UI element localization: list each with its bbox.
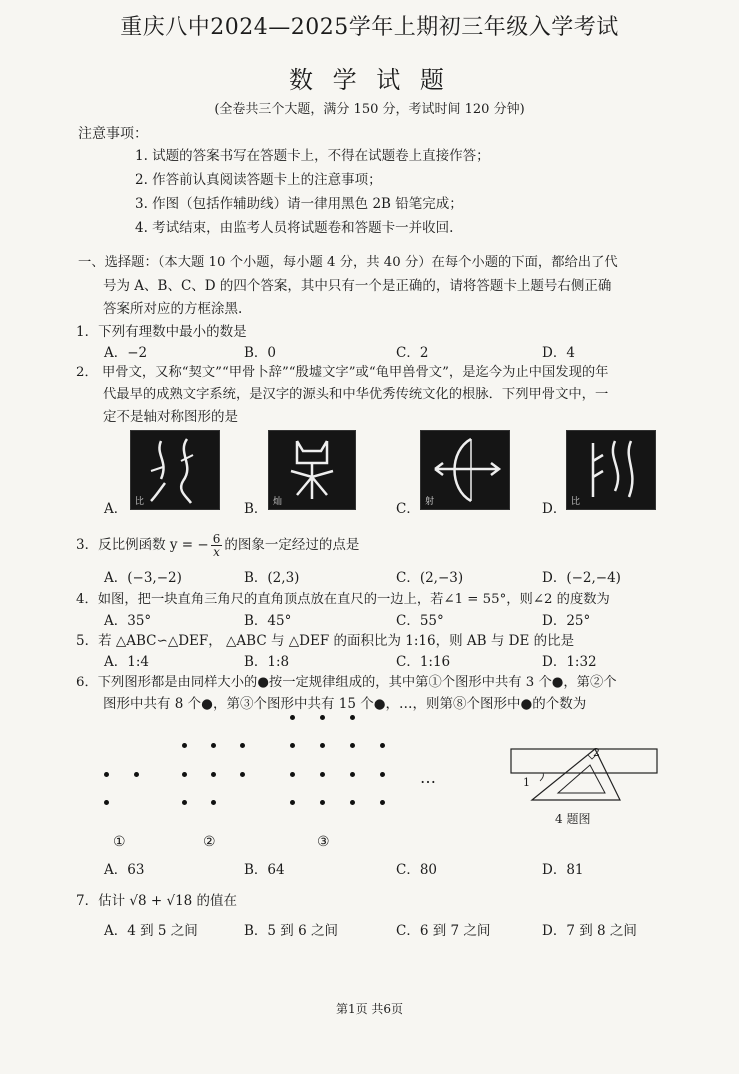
q7-option-c: C．6 到 7 之间 bbox=[396, 923, 491, 939]
question-6-line: 6．下列图形都是由同样大小的●按一定规律组成的，其中第①个图形中共有 3 个●，第②个 bbox=[76, 675, 617, 690]
dot bbox=[380, 772, 385, 777]
q6-option-a: A．63 bbox=[104, 862, 145, 878]
q5-option-b: B．1:8 bbox=[244, 654, 290, 670]
dot bbox=[350, 800, 355, 805]
notice-item: 2. 作答前认真阅读答题卡上的注意事项； bbox=[135, 172, 382, 188]
section-heading-line: 一、选择题：（本大题 10 个小题，每小题 4 分，共 40 分）在每个小题的下面，都给出了代 bbox=[78, 255, 618, 270]
oracle-glyph-b-image bbox=[268, 430, 356, 510]
question-7-stem: 7．估计 √8 + √18 的值在 bbox=[76, 893, 238, 909]
oracle-glyph-c-icon bbox=[421, 431, 509, 509]
q7-option-a: A．4 到 5 之间 bbox=[104, 923, 198, 939]
q1-option-c: C．2 bbox=[396, 345, 429, 361]
notice-heading: 注意事项： bbox=[78, 126, 148, 142]
glyph-caption: 比 bbox=[571, 497, 581, 507]
q6-option-c: C．80 bbox=[396, 862, 438, 878]
dot bbox=[320, 715, 325, 720]
glyph-caption: 比 bbox=[135, 497, 145, 507]
dot bbox=[182, 800, 187, 805]
q6-ellipsis: … bbox=[420, 768, 436, 787]
oracle-glyph-d-icon bbox=[567, 431, 655, 509]
dot bbox=[350, 715, 355, 720]
section-heading-line: 答案所对应的方框涂黑. bbox=[103, 301, 243, 317]
q3-option-d: D．(−2,−4) bbox=[542, 570, 621, 586]
q2-option-a: A． bbox=[104, 501, 128, 517]
q6-option-b: B．64 bbox=[244, 862, 285, 878]
oracle-glyph-d-image bbox=[566, 430, 656, 510]
section-heading-line: 号为 A、B、C、D 的四个答案，其中只有一个是正确的，请将答题卡上题号右侧正确 bbox=[103, 278, 612, 294]
q6-figure-label: ③ bbox=[317, 834, 330, 850]
q1-option-b: B．0 bbox=[244, 345, 277, 361]
q4-angle-2-label: 2 bbox=[593, 746, 600, 759]
q1-option-a: A．−2 bbox=[104, 345, 148, 361]
oracle-glyph-a-image bbox=[130, 430, 220, 510]
q4-option-d: D．25° bbox=[542, 613, 591, 629]
notice-item: 3. 作图（包括作辅助线）请一律用黑色 2B 铅笔完成； bbox=[135, 196, 463, 212]
oracle-glyph-c-image bbox=[420, 430, 510, 510]
q3-option-b: B．(2,3) bbox=[244, 570, 300, 586]
q6-figure-label: ① bbox=[113, 834, 126, 850]
dot bbox=[182, 743, 187, 748]
exam-info: (全卷共三个大题，满分 150 分，考试时间 120 分钟) bbox=[214, 102, 525, 117]
exam-title: 重庆八中2024—2025学年上期初三年级入学考试 bbox=[120, 15, 619, 40]
q3-numerator: 6 bbox=[212, 532, 221, 546]
q1-option-d: D．4 bbox=[542, 345, 575, 361]
q3-denominator: x bbox=[213, 545, 220, 559]
q2-option-d: D． bbox=[542, 501, 567, 517]
q2-option-b: B． bbox=[244, 501, 268, 517]
dot bbox=[350, 743, 355, 748]
q7-option-b: B．5 到 6 之间 bbox=[244, 923, 338, 939]
dot bbox=[320, 743, 325, 748]
q3-stem-before: 3．反比例函数 y = − bbox=[76, 537, 209, 553]
question-1-stem: 1．下列有理数中最小的数是 bbox=[76, 324, 247, 340]
q5-option-c: C．1:16 bbox=[396, 654, 451, 670]
dot bbox=[380, 743, 385, 748]
dot bbox=[211, 772, 216, 777]
dot bbox=[211, 800, 216, 805]
q6-option-d: D．81 bbox=[542, 862, 584, 878]
notice-item: 1. 试题的答案书写在答题卡上，不得在试题卷上直接作答； bbox=[135, 148, 490, 164]
question-2-line: 代最早的成熟文字系统，是汉字的源头和中华优秀传统文化的根脉．下列甲骨文中，一 bbox=[103, 387, 609, 402]
question-5-stem: 5．若 △ABC∽△DEF， △ABC 与 △DEF 的面积比为 1:16，则 AB 与 DE 的比是 bbox=[76, 633, 575, 649]
q5-option-d: D．1:32 bbox=[542, 654, 597, 670]
dot bbox=[104, 772, 109, 777]
page-number: 第1页 共6页 bbox=[335, 1002, 404, 1016]
q4-figure-caption: 4 题图 bbox=[555, 812, 591, 826]
dot bbox=[350, 772, 355, 777]
question-3-stem bbox=[76, 533, 359, 558]
dot bbox=[240, 772, 245, 777]
q4-option-c: C．55° bbox=[396, 613, 444, 629]
dot bbox=[240, 743, 245, 748]
q6-figure-label: ② bbox=[203, 834, 216, 850]
q3-option-a: A．(−3,−2) bbox=[104, 570, 182, 586]
dot bbox=[290, 743, 295, 748]
question-6-line: 图形中共有 8 个●，第③个图形中共有 15 个●，…，则第⑧个图形中●的个数为 bbox=[103, 696, 587, 712]
dot bbox=[320, 772, 325, 777]
dot bbox=[182, 772, 187, 777]
glyph-caption: 灿 bbox=[273, 497, 283, 507]
question-2-line: 2． 甲骨文，又称“契文”“甲骨卜辞”“殷墟文字”或“龟甲兽骨文”，是迄今为止中国发现的年 bbox=[76, 365, 609, 380]
oracle-glyph-a-icon bbox=[131, 431, 219, 509]
q4-ruler-triangle-figure bbox=[510, 745, 660, 805]
question-2-line: 定不是轴对称图形的是 bbox=[103, 409, 238, 425]
dot bbox=[104, 800, 109, 805]
dot bbox=[290, 715, 295, 720]
q4-option-a: A．35° bbox=[104, 613, 152, 629]
dot bbox=[134, 772, 139, 777]
dot bbox=[320, 800, 325, 805]
dot bbox=[211, 743, 216, 748]
q3-stem-after: 的图象一定经过的点是 bbox=[224, 537, 360, 553]
dot bbox=[290, 800, 295, 805]
question-4-stem: 4．如图，把一块直角三角尺的直角顶点放在直尺的一边上，若∠1 = 55°，则∠2 的度数为 bbox=[76, 592, 610, 607]
glyph-caption: 射 bbox=[425, 497, 435, 507]
q7-option-d: D．7 到 8 之间 bbox=[542, 923, 637, 939]
q4-angle-1-label: 1 bbox=[523, 776, 530, 789]
dot bbox=[380, 800, 385, 805]
subject-title: 数 学 试 题 bbox=[289, 66, 450, 94]
dot bbox=[290, 772, 295, 777]
notice-item: 4. 考试结束，由监考人员将试题卷和答题卡一并收回. bbox=[135, 220, 454, 236]
q5-option-a: A．1:4 bbox=[104, 654, 149, 670]
q3-fraction bbox=[211, 533, 223, 558]
q3-option-c: C．(2,−3) bbox=[396, 570, 464, 586]
q2-option-c: C． bbox=[396, 501, 420, 517]
q4-option-b: B．45° bbox=[244, 613, 292, 629]
